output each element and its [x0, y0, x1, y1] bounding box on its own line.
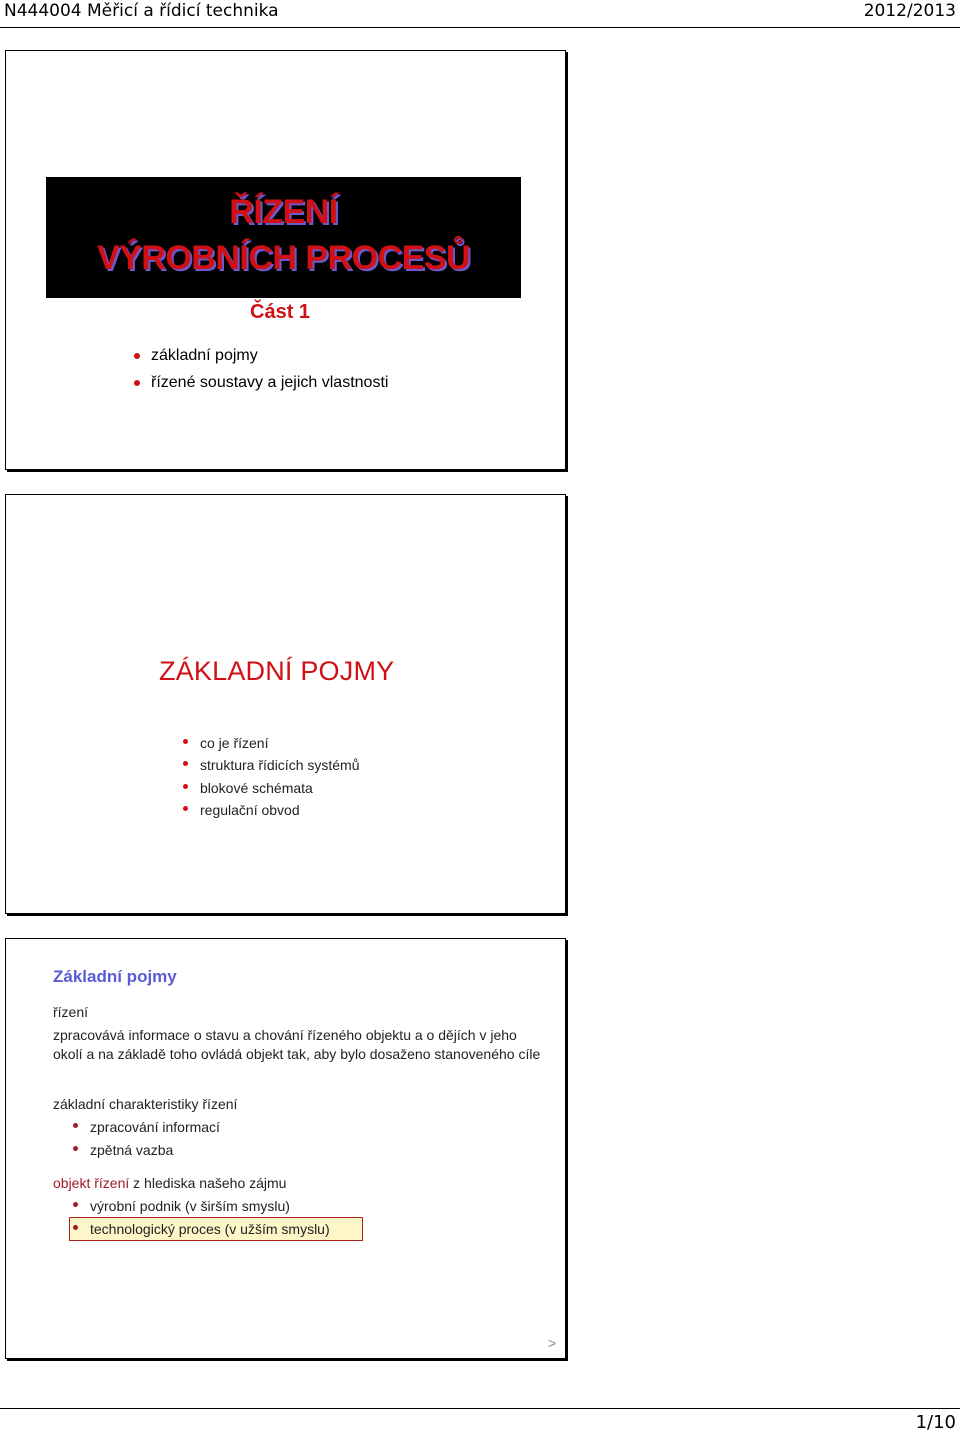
bullet-dot-icon	[73, 1123, 78, 1128]
slide-1	[5, 50, 566, 470]
page-header	[0, 0, 960, 28]
title-banner	[46, 177, 521, 298]
list-item	[73, 1119, 220, 1142]
object-heading-part-2: řízení	[94, 1175, 130, 1191]
bullet-dot-icon	[134, 380, 140, 386]
bullet-dot-icon	[73, 1146, 78, 1151]
course-title: N444004 Měřicí a řídicí technika	[4, 1, 279, 21]
list-item	[183, 757, 360, 779]
title-line-2: VÝROBNÍCH PROCESŮ	[96, 239, 471, 277]
bullet-text: blokové schémata	[200, 779, 313, 796]
bullet-text: regulační obvod	[200, 801, 300, 818]
next-slide-link[interactable]: >	[548, 1335, 557, 1351]
bullet-text: zpracování informací	[90, 1119, 220, 1135]
object-list	[73, 1198, 330, 1243]
list-item	[183, 735, 360, 757]
bullet-dot-icon	[73, 1225, 78, 1230]
characteristics-heading: základní charakteristiky řízení	[53, 1096, 238, 1112]
bullet-text: struktura řídicích systémů	[200, 757, 360, 774]
bullet-dot-icon	[183, 739, 188, 744]
page-footer	[0, 1408, 960, 1437]
bullet-dot-icon	[73, 1202, 78, 1207]
slide-3-title: Základní pojmy	[53, 967, 177, 986]
page-number: 1/10	[915, 1412, 956, 1433]
slide-2	[5, 494, 566, 914]
list-item	[183, 780, 360, 802]
bullet-text: řízené soustavy a jejich vlastnosti	[151, 374, 389, 391]
list-item	[134, 374, 388, 401]
bullet-dot-icon	[183, 784, 188, 789]
part-label: Část 1	[250, 301, 311, 323]
term-heading: řízení	[53, 1004, 89, 1020]
bullet-dot-icon	[183, 761, 188, 766]
slide-3	[5, 938, 566, 1359]
bullet-dot-icon	[183, 806, 188, 811]
bullet-text: zpětná vazba	[90, 1141, 174, 1158]
list-item	[73, 1142, 220, 1165]
object-heading	[53, 1174, 286, 1193]
object-heading-part-3: z hlediska našeho zájmu	[129, 1175, 287, 1191]
list-item	[73, 1221, 330, 1244]
bullet-text: co je řízení	[200, 735, 269, 751]
object-heading-part-1: objekt	[53, 1175, 95, 1191]
slide-2-bullet-list	[183, 735, 360, 824]
list-item	[134, 347, 388, 374]
list-item	[183, 802, 360, 824]
slide-1-bullet-list	[134, 347, 388, 401]
term-definition: zpracovává informace o stavu a chování řízeného objektu a o dějích v jeho okolí a na základě toho ovládá objekt tak, aby bylo dosaženo stanoveného cíle	[53, 1027, 541, 1062]
academic-year: 2012/2013	[863, 1, 956, 21]
characteristics-list	[73, 1119, 220, 1164]
bullet-dot-icon	[134, 353, 140, 359]
slide-2-title: ZÁKLADNÍ POJMY	[159, 656, 395, 686]
list-item	[73, 1198, 330, 1221]
bullet-text: technologický proces (v užším smyslu)	[90, 1220, 330, 1237]
bullet-text: základní pojmy	[151, 347, 258, 364]
title-line-1: ŘÍZENÍ	[229, 193, 338, 231]
bullet-text: výrobní podnik (v širším smyslu)	[90, 1198, 290, 1214]
